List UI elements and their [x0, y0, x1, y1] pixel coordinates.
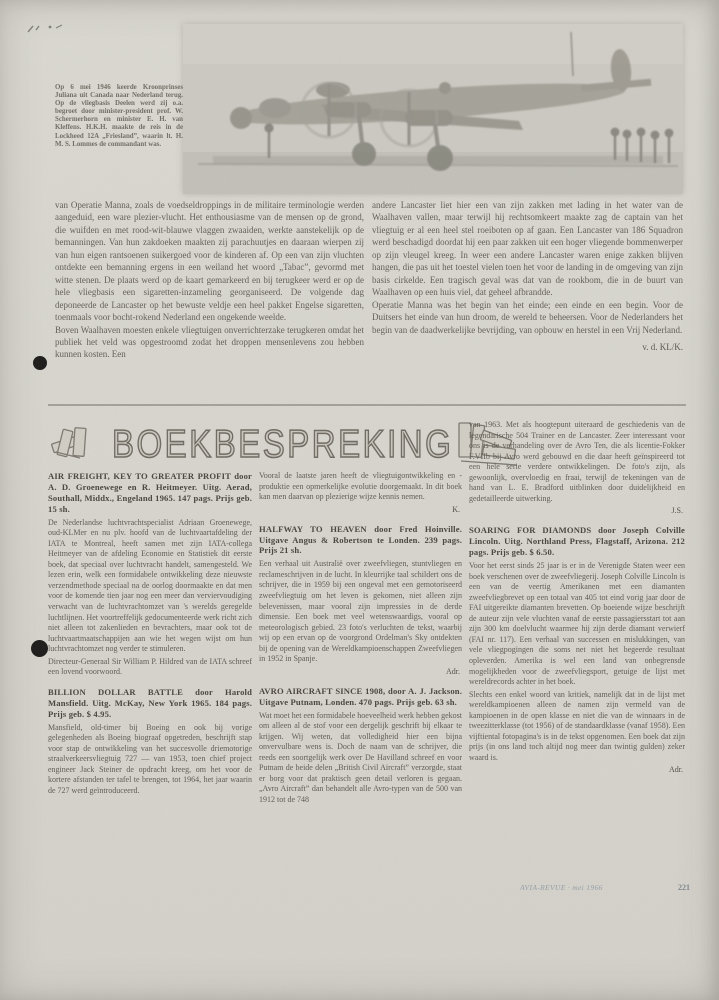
review-heading: AIR FREIGHT, KEY TO GREATER PROFIT door A. D. Groenewege en R. Heitmeyer. Uitg. Aerad, Southall, Middx., Engeland 1965. 147 pags. Prijs geb. 15 sh.	[48, 471, 252, 514]
review-body: Wat moet het een formidabele hoeveelheid werk hebben gekost om alleen al de stof voor een dergelijk geschrift bij elkaar te krijgen. Wij weten, dat volledigheid hier een bijna onvervulbare wens is. Doch de naam van de schrijver, die reeds een soortgelijk werk over De Havilland schreef en voor Putnam de beide delen „British Civil Aircraft” verzorgde, staat er borg voor dat praktisch geen detail verloren is gegaan. „Avro Aircraft” dan behandelt alle Avro-typen van de 500 van 1912 tot de 748	[259, 710, 462, 805]
lancaster-photo	[183, 24, 683, 194]
review-body: Voor het eerst sinds 25 jaar is er in de Verenigde Staten weer een boek verschenen over de zweefvliegerij. Joseph Colville Lincoln is een van de veertig Amerikanen met een diamanten zweefvliegbrevet op een totaal van 405 tot eind vorig jaar door de FAI uitgereikte diamanten brevetten. Op boeiende wijze beschrijft de auteur zijn vele vluchten vanaf de eerste passagiersstart tot aan zijn 300 km doelvlucht waarmee hij zijn derde diamant verwierf (FAI nr. 117). Een verhaal van successen en mislukkingen, van vele vliegpogingen die soms net niet het begeerde resultaat opleverden. Amerika is wel een land van onbegrensde mogelijkheden voor de zweefvliegsport, getuige de lijst met wereldrecords achter in het boek.	[469, 561, 685, 687]
review-body: De Nederlandse luchtvrachtspecialist Adriaan Groenewege, oud-KLMer en nu plv. hoofd van de luchtvaartafdeling der IATA te Montreal, heeft samen met zijn IATA-collega Heitmeyer van de afdeling Economie en Statistiek dit eerste boek, dat speciaal over luchtvracht handelt, samengesteld. We lezen erin, welk een formidabele ontwikkeling deze nieuwste verzendmethode speciaal na de oorlog doormaakte en dat men voor de komende tien jaar nog een meer dan verviervoudiging verwacht van de luchtvrachtomzet van 's werelds geregelde luchtlijnen. Het voortreffelijk gedocumenteerde werk richt zich niet alleen tot zakenlieden en bevrachters, maar ook tot de luchtvaartmaatschappijen aan wie het wegen wijst om hun luchtvrachtomzet nog verder te stimuleren.	[48, 517, 252, 654]
reviewer-initials: Adr.	[446, 666, 460, 676]
article-column-left	[55, 199, 364, 405]
paragraph: Operatie Manna was het begin van het einde; een einde en een begin. Voor de Duitsers het einde van hun droom, de wereld te beheersen. Voor de Nederlanders het begin van de daadwerkelijke bevrijding, van opbouw en herstel in een Vrij Nederland.	[372, 299, 683, 335]
paragraph: Boven Waalhaven moesten enkele vliegtuigen onverrichterzake terugkeren omdat het publiek het veld was opgestroomd zodat het droppen mensenlevens zou hebben kunnen kosten. Een	[55, 324, 364, 360]
review-body: Vooral de laatste jaren heeft de vliegtuigontwikkeling en -produktie een opmerkelijke evolutie doorgemaakt. In dit boek kan men daarvan op plezierige wijze kennis nemen.	[259, 471, 462, 502]
reviewer-initials: Adr.	[669, 765, 683, 775]
review-column-3	[469, 420, 685, 779]
review-heading: HALFWAY TO HEAVEN door Fred Hoinville. Uitgave Angus & Robertson te Londen. 239 pags. Prijs 21 sh.	[259, 523, 462, 556]
section-divider	[48, 404, 686, 406]
books-icon	[50, 422, 112, 466]
page-number: 221	[678, 883, 690, 892]
review-heading: AVRO AIRCRAFT SINCE 1908, door A. J. Jackson. Uitgave Putnam, Londen. 470 pags. Prijs geb. 63 sh.	[259, 685, 462, 707]
pen-mark	[22, 18, 82, 44]
review-heading: BILLION DOLLAR BATTLE door Harold Mansfield. Uitg. McKay, New York 1965. 184 pags. Prijs geb. $ 4.95.	[48, 686, 252, 719]
reviewer-initials: J.S.	[671, 506, 683, 516]
magazine-name: AVIA-REVUE · mei 1966	[520, 883, 603, 892]
review-body: Een verhaal uit Australië over zweefvliegen, stuntvliegen en reclameschrijven in de lucht. In kleurrijke taal schildert ons de schrijver, die in 1959 bij een ongeval met een gemotoriseerd zweefvliegtuig om het leven is gekomen, niet alleen zijn belevenissen, maar vooral zijn impressies in de derde dimensie. Een boek met veel wetenswaardigs, vooral op meteorologisch gebied. 23 foto's verluchten de tekst, waarbij wij op een ervan op de voorgrond Ordelman's Sky ontdekten bij de opening van de Wereldkampioenschappen Zweefvliegen in 1952 in Spanje.	[259, 559, 462, 664]
section-title: BOEKBESPREKING	[112, 421, 454, 466]
aircraft-illustration	[183, 24, 683, 194]
review-heading: SOARING FOR DIAMONDS door Joseph Colville Lincoln. Uitg. Northland Press, Flagstaff, Arizona. 212 pags. Prijs geb. $ 6.50.	[469, 525, 685, 558]
section-header	[50, 416, 478, 472]
paragraph: van Operatie Manna, zoals de voedseldroppings in de militaire terminologie werden aangeduid, een ware plezier-vlucht. Het enthousiasme van de mensen op de grond, die wuifden en met rood-wit-blauwe vlaggen zwaaiden, werkte aanstekelijk op de bemanningen. Van hun zakdoeken maakten zij parachuutjes en daaraan wierpen zij van hun eigen rantsoenen suikergoed voor de kinderen af. Op een van zijn vluchten ontdekte een bemanning ergens in een weiland het woord „Tabac”, gevormd met witte stenen. De plaats werd op de kaart gemarkeerd en bij terugkeer werd er op de hele vliegbasis een sigaretten-inzameling georganiseerd. De volgende dag deponeerde de Lancaster op het bewuste veldje een heel pakket Engelse sigaretten, toenmaals voor bocht-rokend Nederland een ongekende weelde.	[55, 200, 364, 323]
review-body: Mansfield, old-timer bij Boeing en ook bij vorige gelegenheden als Boeing biograaf opgetreden, beschrijft stap voor stap de ontwikkeling van het succesvolle driemotorige straalverkeersvliegtuig 727 — van 1953, toen chief project engineer Jack Steiner de opdracht kreeg, om het voor de kortere afstanden ter tafel te brengen, tot 1964, het jaar waarin de 727 werd geïntroduceerd.	[48, 722, 252, 795]
photo-caption: Op 6 mei 1946 keerde Kroonprinses Juliana uit Canada naar Nederland terug. Op de vliegbasis Deelen werd zij o.a. begroet door minister-president prof. W. Schermerhorn en minister E. H. van Kleffens. H.K.H. maakte de reis in de Lockheed 12A „Friesland”, waarin lt. H. M. S. Lommes de commandant was.	[55, 84, 183, 148]
review-column-1	[48, 471, 252, 798]
article-column-right	[372, 199, 683, 405]
review-column-2	[259, 471, 462, 808]
paragraph: andere Lancaster liet hier een van zijn zakken met lading in het water van de Waalhaven vallen, maar terwijl hij rechtsomkeert maakte zag de captain van het vliegtuig er al een heel stel roeiboten op af gaan. Een Lancaster van 186 Squadron werd beschadigd doordat hij een paar zakken uit een hoger vliegende bommenwerper op zijn vleugel kreeg. In weer een andere Lancaster waren enige zakken blijven hangen, die pas uit het toestel vielen toen het voor de landing in de omgeving van zijn basis cirkelde. Een tragisch geval was dat van de rookbom, die in de buurt van Waalhaven op een huis viel, dat geheel afbrandde.	[372, 200, 683, 298]
reviewer-initials: K.	[452, 504, 460, 514]
punch-hole	[33, 356, 47, 370]
article-signature: v. d. KL/K.	[642, 341, 683, 352]
review-body: Directeur-Generaal Sir William P. Hildred van de IATA schreef een lovend voorwoord.	[48, 656, 252, 677]
page-footer	[520, 883, 690, 892]
review-body: Slechts een enkel woord van kritiek, namelijk dat in de lijst met wereldkampioenen alleen de namen zijn vermeld van de kampioenen in de open klasse en niet die van de winnaars in de tweezitterklasse (tot 1956) of de standaardklasse (vanaf 1958). Een vijftiental fotopagina's is in de tekst opgenomen. Een boek dat zijn prijs (in ons land toch altijd nog meer dan twintig gulden) zeker waard is.	[469, 689, 685, 762]
punch-hole	[31, 640, 48, 657]
review-body: van 1963. Met als hoogtepunt uiteraard de geschiedenis van de legendarische 504 Trainer en de Lancaster. Zeer interessant voor ons is de verhandeling over de Avro Ten, die als licentie-Fokker F.VIIb bij Avro werd gebouwd en die daar heeft geïnspireerd tot een hele serie verdere ontwikkelingen. De foto's zijn, als gewoonlijk, overvloedig en fraai, terwijl de tekeningen van de hand van L. E. Bradford uitblinken door duidelijkheid en gedetailleerde uitwerking.	[469, 420, 685, 503]
